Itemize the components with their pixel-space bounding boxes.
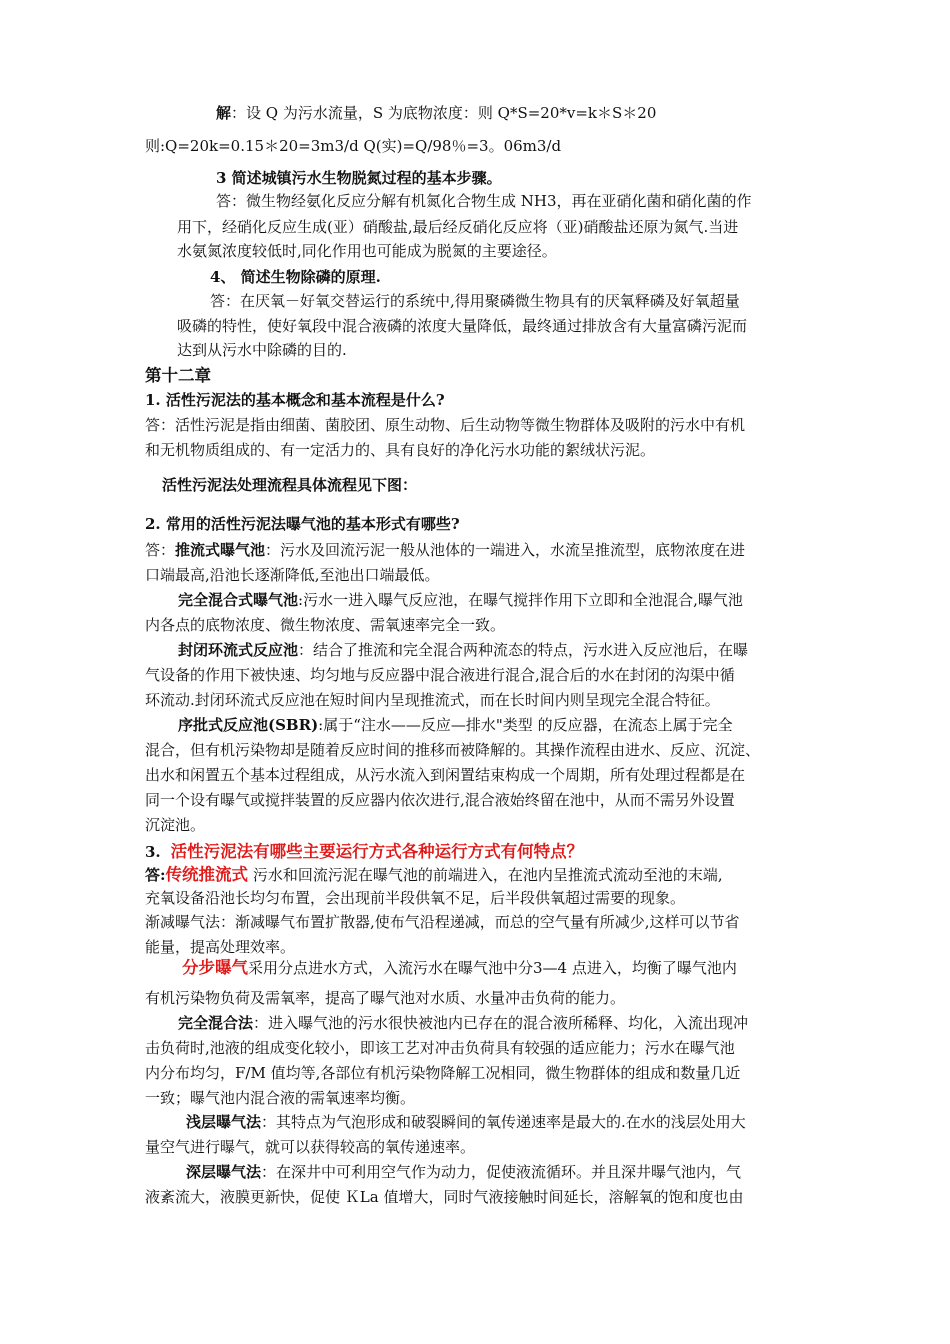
highlighted-question: 活性污泥法有哪些主要运行方式 bbox=[170, 842, 402, 861]
solution-line-1: 解：设 Q 为污水流量，S 为底物浓度：则 Q*S=20*v=k＊S＊20 bbox=[216, 104, 657, 122]
paragraph-line: 有机污染物负荷及需氧率，提高了曝气池对水质、水量冲击负荷的能力。 bbox=[145, 989, 626, 1007]
paragraph-line: 答：在厌氧－好氧交替运行的系统中,得用聚磷微生物具有的厌氧释磷及好氧超量 bbox=[210, 292, 740, 310]
paragraph-line: 完全混合式曝气池:污水一进入曝气反应池，在曝气搅拌作用下立即和全池混合,曝气池 bbox=[178, 591, 743, 609]
paragraph-line: 和无机物质组成的、有一定活力的、具有良好的净化污水功能的絮绒状污泥。 bbox=[145, 441, 656, 459]
answer-lead: 答: bbox=[145, 866, 166, 884]
term-label: 序批式反应池(SBR) bbox=[178, 716, 319, 734]
question-2-heading: 2. 常用的活性污泥法曝气池的基本形式有哪些? bbox=[145, 515, 460, 533]
term-label: 封闭环流式反应池 bbox=[178, 641, 299, 659]
paragraph-line: 浅层曝气法：其特点为气泡形成和破裂瞬间的氧传递速率是最大的.在水的浅层处用大 bbox=[186, 1113, 746, 1131]
paragraph-line: 液紊流大，液膜更新快，促使 ＫLa 值增大，同时气液接触时间延长，溶解氧的饱和度也由 bbox=[145, 1188, 744, 1206]
paragraph-line: 序批式反应池(SBR):属于“注水——反应—排水"类型 的反应器，在流态上属于完全 bbox=[178, 716, 733, 734]
highlighted-question: 各种运行方式有何特点？ bbox=[401, 842, 584, 861]
term-label: 完全混合式曝气池 bbox=[178, 591, 299, 609]
paragraph-line: 内分布均匀，F/M 值均等,各部位有机污染物降解工况相同，微生物群体的组成和数量几近 bbox=[145, 1064, 741, 1082]
term-label: 完全混合法 bbox=[178, 1014, 254, 1032]
term-label: 推流式曝气池 bbox=[175, 541, 266, 559]
question-1-heading: 1. 活性污泥法的基本概念和基本流程是什么? bbox=[145, 391, 445, 409]
highlighted-term: 传统推流式 bbox=[165, 865, 249, 884]
term-label: 深层曝气法 bbox=[186, 1163, 262, 1181]
paragraph-line: 用下，经硝化反应生成(亚）硝酸盐,最后经反硝化反应将（亚)硝酸盐还原为氮气.当进 bbox=[177, 218, 739, 236]
solution-line-2: 则:Q=20k=0.15＊20=3m3/d Q(实)=Q/98％=3。06m3/d bbox=[145, 137, 562, 155]
paragraph-line: 分步曝气采用分点进水方式，入流污水在曝气池中分3—4 点进入，均衡了曝气池内 bbox=[182, 958, 737, 977]
highlighted-term: 分步曝气 bbox=[182, 958, 248, 977]
question-4-heading: 4、 简述生物除磷的原理. bbox=[210, 268, 381, 286]
paragraph-line: 深层曝气法：在深井中可利用空气作为动力，促使液流循环。并且深井曝气池内，气 bbox=[186, 1163, 742, 1181]
term-label: 浅层曝气法 bbox=[186, 1113, 262, 1131]
paragraph-line: 能量，提高处理效率。 bbox=[145, 938, 296, 956]
paragraph-line: 气设备的作用下被快速、均匀地与反应器中混合液进行混合,混合后的水在封闭的沟渠中循 bbox=[145, 666, 735, 684]
chapter-heading: 第十二章 bbox=[145, 366, 211, 385]
paragraph-line: 击负荷时,池液的组成变化较小，即该工艺对冲击负荷具有较强的适应能力；污水在曝气池 bbox=[145, 1039, 735, 1057]
paragraph-line: 一致；曝气池内混合液的需氧速率均衡。 bbox=[145, 1089, 416, 1107]
paragraph-line: 口端最高,沿池长逐渐降低,至池出口端最低。 bbox=[145, 566, 440, 584]
paragraph-line: 完全混合法：进入曝气池的污水很快被池内已存在的混合液所稀释、均化，入流出现冲 bbox=[178, 1014, 749, 1032]
paragraph-line: 答：微生物经氨化反应分解有机氮化合物生成 NH3，再在亚硝化菌和硝化菌的作 bbox=[216, 192, 752, 210]
paragraph-line: 混合，但有机污染物却是随着反应时间的推移而被降解的。其操作流程由进水、反应、沉淀、 bbox=[145, 741, 761, 759]
paragraph-line: 同一个设有曝气或搅拌装置的反应器内依次进行,混合液始终留在池中，从而不需另外设置 bbox=[145, 791, 735, 809]
paragraph-line: 内各点的底物浓度、微生物浓度、需氧速率完全一致。 bbox=[145, 616, 506, 634]
paragraph-line: 出水和闲置五个基本过程组成，从污水流入到闲置结束构成一个周期，所有处理过程都是在 bbox=[145, 766, 746, 784]
paragraph-line: 达到从污水中除磷的目的. bbox=[177, 341, 347, 359]
paragraph-line: 沉淀池。 bbox=[145, 816, 206, 834]
paragraph-line: 渐减曝气法：渐减曝气布置扩散器,使布气沿程递减，而总的空气量有所减少,这样可以节省 bbox=[145, 913, 740, 931]
paragraph-line: 环流动.封闭环流式反应池在短时间内呈现推流式，而在长时间内则呈现完全混合特征。 bbox=[145, 691, 720, 709]
paragraph-line: 水氨氮浓度较低时,同化作用也可能成为脱氮的主要途径。 bbox=[177, 242, 557, 260]
paragraph-line: 吸磷的特性，使好氧段中混合液磷的浓度大量降低，最终通过排放含有大量富磷污泥而 bbox=[177, 317, 748, 335]
paragraph-line: 答：活性污泥是指由细菌、菌胶团、原生动物、后生动物等微生物群体及吸附的污水中有机 bbox=[145, 416, 746, 434]
paragraph-line: 量空气进行曝气，就可以获得较高的氧传递速率。 bbox=[145, 1138, 476, 1156]
paragraph-line: 答：推流式曝气池：污水及回流污泥一般从池体的一端进入，水流呈推流型，底物浓度在进 bbox=[145, 541, 746, 559]
solution-lead: 解 bbox=[216, 104, 232, 122]
question-3-heading: 3 简述城镇污水生物脱氮过程的基本步骤。 bbox=[216, 169, 502, 187]
paragraph-line: 答:传统推流式 污水和回流污泥在曝气池的前端进入，在池内呈推流式流动至池的末端, bbox=[145, 865, 723, 884]
question-number: 3. bbox=[145, 843, 161, 861]
paragraph-line: 封闭环流式反应池：结合了推流和完全混合两种流态的特点，污水进入反应池后，在曝 bbox=[178, 641, 749, 659]
paragraph-line: 充氧设备沿池长均匀布置，会出现前半段供氧不足，后半段供氧超过需要的现象。 bbox=[145, 889, 686, 907]
flow-caption: 活性污泥法处理流程具体流程见下图： bbox=[162, 476, 418, 494]
